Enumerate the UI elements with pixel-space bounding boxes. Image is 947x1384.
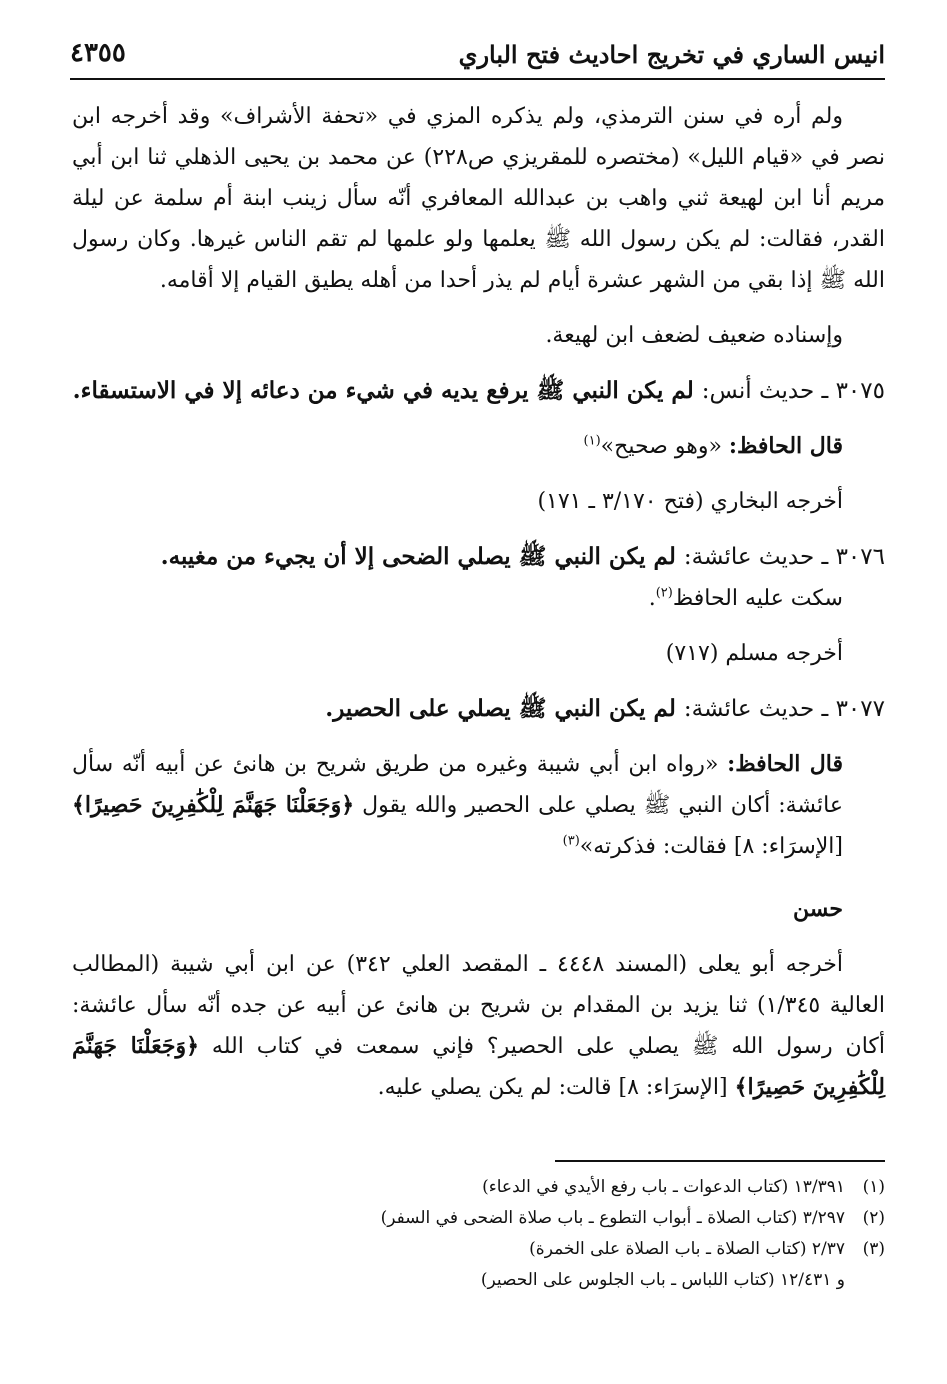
footnotes — [72, 1172, 885, 1296]
quran-verse: ﴿وَجَعَلْنَا جَهَنَّمَ لِلْكَٰفِرِينَ حَصِيرًا﴾ — [72, 1033, 885, 1100]
footnote-1 — [72, 1172, 885, 1203]
takhrij-text: أخرجه أبو يعلى (المسند ٤٤٤٨ ـ المقصد العلي ٣٤٢) عن ابن أبي شيبة (المطالب العالية ١/٣٤٥) ثنا يزيد بن المقدام بن شريح بن هانئ عن أبيه عن جده أنّه سأل عائشة: أكان رسول الله ﷺ يصلي على الحصير؟ فإني سمعت في كتاب الله — [72, 952, 886, 1059]
hafiz-label: قال الحافظ: — [727, 751, 844, 777]
footnote-marker[interactable]: (٣) — [562, 833, 580, 849]
paragraph: وإسناده ضعيف لضعف ابن لهيعة. — [545, 323, 843, 348]
takhrij-text-cont: [الإسرَاء: ٨] قالت: لم يكن يصلي عليه. — [377, 1075, 728, 1100]
footnote-marker[interactable]: (١) — [583, 433, 601, 449]
hafiz-note: سكت عليه الحافظ$^{(٢)}$. — [648, 585, 843, 611]
hadith-number: ٣٠٧٥ ـ حديث أنس: — [701, 378, 885, 404]
footnote-3 — [72, 1234, 885, 1265]
takhrij — [72, 944, 885, 1108]
hafiz-text: وهو صحيح» — [600, 434, 709, 459]
footnote-2 — [72, 1203, 885, 1234]
footnote-text: ٣/٢٩٧ (كتاب الصلاة ـ أبواب التطوع ـ باب صلاة الضحى في السفر) — [380, 1208, 845, 1228]
hadith-number: ٣٠٧٦ ـ حديث عائشة: — [683, 544, 885, 570]
footnote-text: و ١٢/٤٣١ (كتاب اللباس ـ باب الجلوس على الحصير) — [480, 1270, 845, 1290]
main-text — [72, 96, 885, 1108]
hadith-3076 — [72, 536, 885, 578]
hadith-number: ٣٠٧٧ ـ حديث عائشة: — [683, 696, 885, 722]
hafiz-comment: قال الحافظ: «رواه ابن أبي شيبة وغيره من طريق شريح بن هانئ عن أبيه أنّه سأل عائشة: أكان النبي ﷺ يصلي على الحصير والله يقول ﴿وَجَعَلْنَا جَهَنَّمَ لِلْكَٰفِرِينَ حَصِيرًا﴾ [الإسرَاء: ٨] فقالت: فذكرته»$^{(٣)}$ — [72, 751, 844, 859]
note-text: سكت عليه الحافظ — [672, 586, 843, 611]
hadith-text: لم يكن النبي ﷺ يرفع يديه في شيء من دعائه إلا في الاستسقاء. — [72, 377, 694, 404]
running-title: انيس الساري في تخريج احاديث فتح الباري — [458, 40, 885, 69]
takhrij: أخرجه مسلم (٧١٧) — [665, 641, 843, 666]
page-header — [70, 34, 885, 80]
hafiz-text-cont: [الإسرَاء: ٨] فقالت: فذكرته» — [579, 834, 843, 859]
grade: حسن — [793, 896, 843, 922]
quran-verse: ﴿وَجَعَلْنَا جَهَنَّمَ لِلْكَٰفِرِينَ حَصِيرًا﴾ — [72, 792, 355, 818]
hadith-3075 — [72, 370, 885, 412]
hadith-text: لم يكن النبي ﷺ يصلي على الحصير. — [325, 695, 676, 722]
hafiz-text: رواه ابن أبي شيبة وغيره من طريق شريح بن هانئ عن أبيه أنّه سأل عائشة: أكان النبي ﷺ يصلي على الحصير والله يقول — [72, 752, 843, 818]
footnote-number: (١) — [862, 1177, 885, 1197]
paragraph: ولم أره في سنن الترمذي، ولم يذكره المزي في «تحفة الأشراف» وقد أخرجه ابن نصر في «قيام الليل» (مختصره للمقريزي ص٢٢٨) عن محمد بن يحيى الذهلي ثنا ابن أبي مريم أنا ابن لهيعة ثني واهب بن عبدالله المعافري أنّه سأل زينب ابنة أم سلمة عن ليلة القدر، فقالت: لم يكن رسول الله ﷺ يعلمها ولو علمها لم تقم الناس غيرها. وكان رسول الله ﷺ إذا بقي من الشهر عشرة أيام لم يذر أحدا من أهله يطيق القيام إلا أقامه. — [72, 104, 886, 293]
hafiz-label: قال الحافظ: — [728, 433, 843, 459]
footnote-divider — [555, 1160, 885, 1162]
footnote-text: ١٣/٣٩١ (كتاب الدعوات ـ باب رفع الأيدي في الدعاء) — [482, 1177, 845, 1197]
hadith-3077 — [72, 688, 885, 730]
footnote-text: ٢/٣٧ (كتاب الصلاة ـ باب الصلاة على الخمرة) — [529, 1239, 845, 1259]
hafiz-comment: قال الحافظ: «وهو صحيح»$^{(١)}$ — [583, 433, 843, 459]
hadith-text: لم يكن النبي ﷺ يصلي الضحى إلا أن يجيء من مغيبه. — [160, 543, 676, 570]
takhrij: أخرجه البخاري (فتح ٣/١٧٠ ـ ١٧١) — [537, 489, 843, 514]
page-number: ٤٣٥٥ — [70, 38, 126, 68]
footnote-number: (٢) — [862, 1208, 885, 1228]
footnote-marker[interactable]: (٢) — [655, 585, 673, 601]
footnote-3-cont — [72, 1265, 885, 1296]
footnote-number: (٣) — [862, 1239, 885, 1259]
